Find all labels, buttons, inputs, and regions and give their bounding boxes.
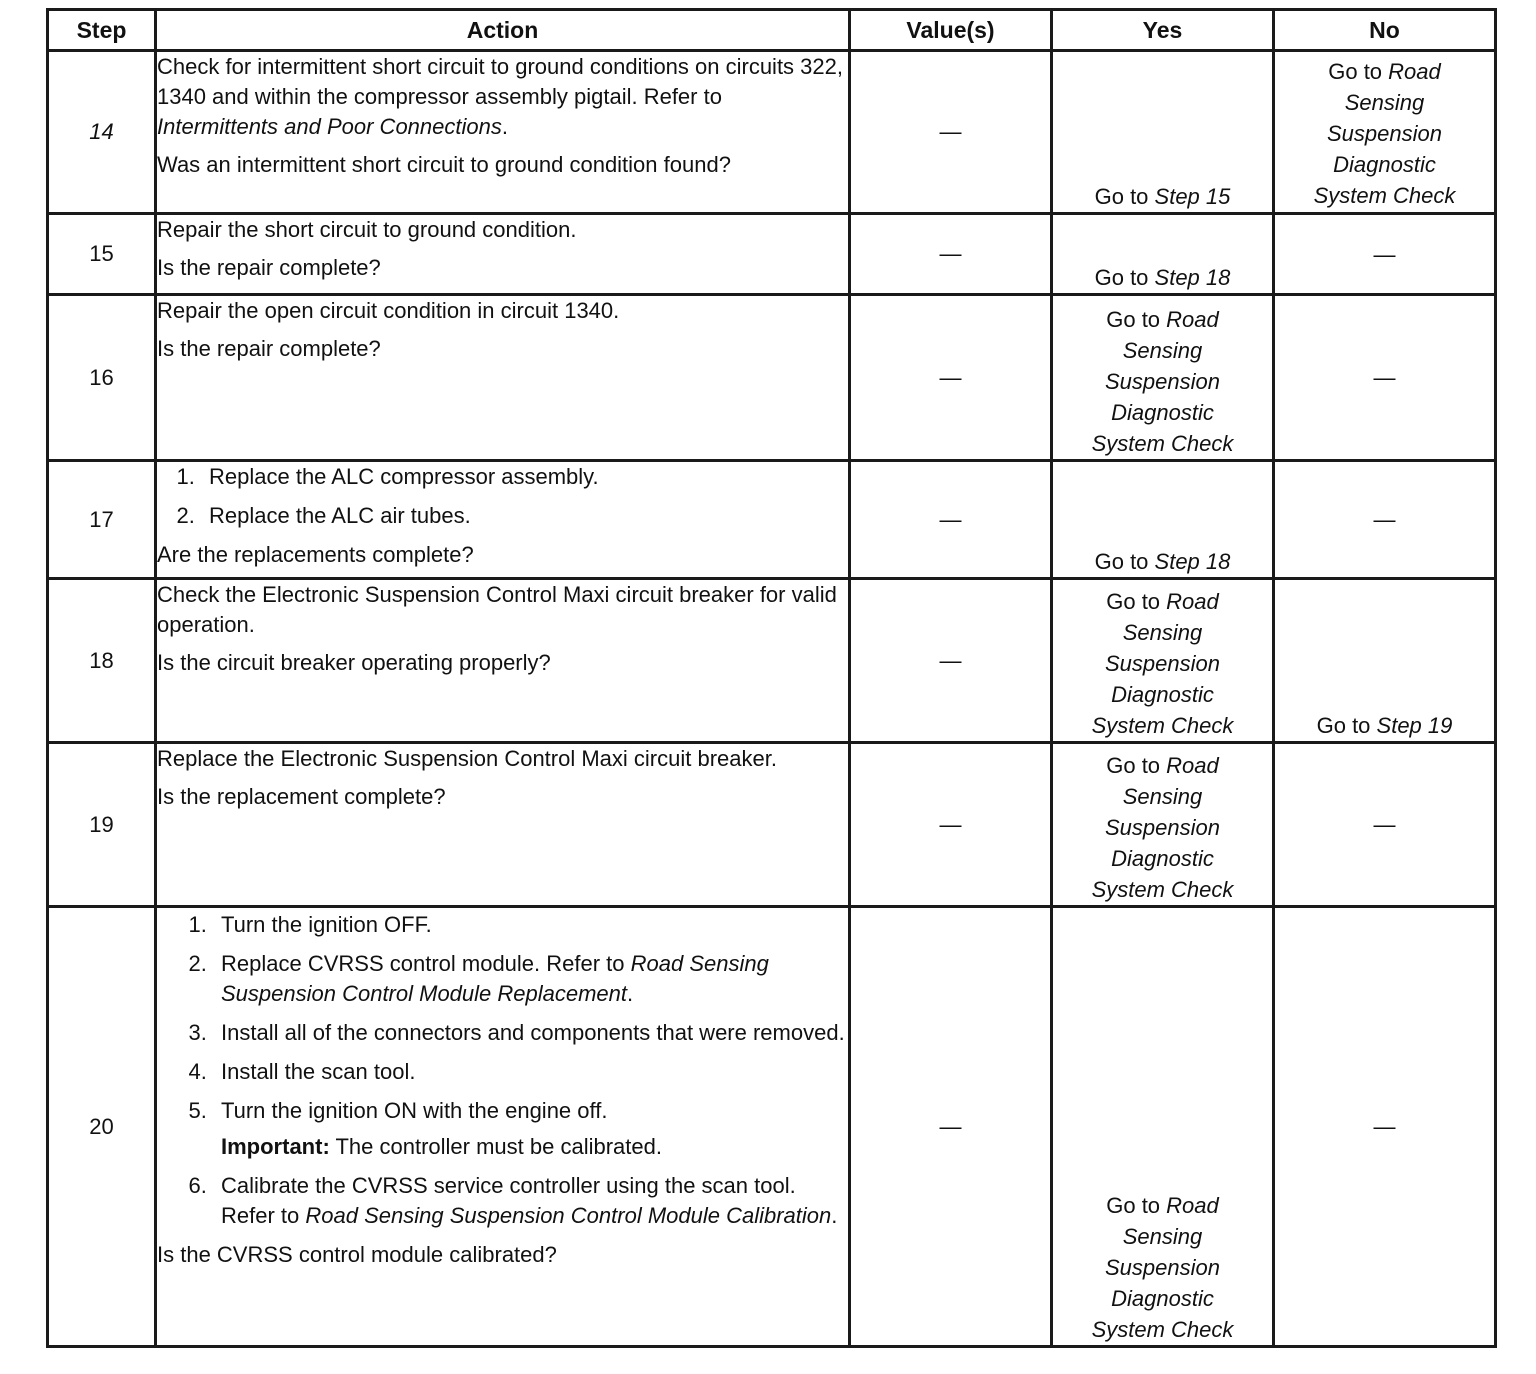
action-cell bbox=[156, 51, 850, 214]
rsss-line: Diagnostic bbox=[1111, 1286, 1214, 1311]
goto-step-link[interactable]: Step 15 bbox=[1154, 184, 1231, 209]
header-action: Action bbox=[156, 10, 850, 51]
value-cell: — bbox=[850, 295, 1052, 461]
list-item: 3. Install all of the connectors and components that were removed. bbox=[213, 1018, 848, 1048]
rsss-line: Suspension bbox=[1105, 369, 1220, 394]
rsss-line: System Check bbox=[1313, 183, 1456, 208]
list-item bbox=[213, 1096, 848, 1162]
table-row-step-20 bbox=[48, 907, 1496, 1347]
rsss-line: System Check bbox=[1091, 431, 1234, 456]
rsss-line: Road bbox=[1166, 307, 1219, 332]
important-note bbox=[221, 1132, 848, 1162]
list-item bbox=[213, 949, 848, 1009]
action-cell bbox=[156, 579, 850, 743]
rsss-line: Suspension bbox=[1105, 815, 1220, 840]
yes-cell bbox=[1052, 51, 1274, 214]
list-item: 2. Replace the ALC air tubes. bbox=[201, 501, 848, 531]
rsss-line: Diagnostic bbox=[1333, 152, 1436, 177]
important-label: Important: bbox=[221, 1134, 330, 1159]
yes-cell bbox=[1052, 743, 1274, 907]
no-cell: — bbox=[1274, 461, 1496, 579]
value-cell: — bbox=[850, 743, 1052, 907]
value-cell: — bbox=[850, 51, 1052, 214]
rsss-line: Sensing bbox=[1122, 338, 1203, 363]
value-cell: — bbox=[850, 579, 1052, 743]
value-cell: — bbox=[850, 461, 1052, 579]
step-number: 15 bbox=[48, 214, 156, 295]
list-item-text: . bbox=[831, 1203, 838, 1228]
rsss-line: Diagnostic bbox=[1111, 400, 1214, 425]
yes-cell bbox=[1052, 295, 1274, 461]
goto-step-link[interactable]: Step 18 bbox=[1154, 265, 1231, 290]
action-question: Is the repair complete? bbox=[157, 255, 381, 280]
list-item-text: Calibrate the CVRSS service controller using the scan tool. Refer to bbox=[221, 1173, 796, 1228]
header-yes: Yes bbox=[1052, 10, 1274, 51]
table-row-step-16 bbox=[48, 295, 1496, 461]
action-question: Is the replacement complete? bbox=[157, 784, 446, 809]
goto-prefix: Go to bbox=[1094, 549, 1155, 574]
goto-step-link[interactable]: Step 18 bbox=[1154, 549, 1231, 574]
rsss-line: Road bbox=[1388, 59, 1441, 84]
reference-link[interactable]: Road Sensing Suspension Control Module Calibration bbox=[305, 1203, 832, 1228]
step-number: 17 bbox=[48, 461, 156, 579]
value-cell: — bbox=[850, 907, 1052, 1347]
step-number: 19 bbox=[48, 743, 156, 907]
rsss-line: Road bbox=[1166, 753, 1219, 778]
table-row-step-19 bbox=[48, 743, 1496, 907]
rsss-line: System Check bbox=[1091, 713, 1234, 738]
rsss-line: Suspension bbox=[1327, 121, 1442, 146]
action-cell bbox=[156, 907, 850, 1347]
list-item-text: Replace CVRSS control module. Refer to bbox=[221, 951, 631, 976]
rsss-line: Sensing bbox=[1344, 90, 1425, 115]
step-number: 18 bbox=[48, 579, 156, 743]
yes-cell bbox=[1052, 907, 1274, 1347]
action-text: Replace the Electronic Suspension Control Maxi circuit breaker. bbox=[157, 746, 777, 771]
rsss-line: Suspension bbox=[1105, 651, 1220, 676]
list-item-text: Turn the ignition ON with the engine off. bbox=[221, 1098, 608, 1123]
rsss-line: System Check bbox=[1091, 877, 1234, 902]
action-cell bbox=[156, 743, 850, 907]
rsss-line: System Check bbox=[1091, 1317, 1234, 1342]
header-value: Value(s) bbox=[850, 10, 1052, 51]
rsss-line: Road bbox=[1166, 589, 1219, 614]
no-cell: — bbox=[1274, 214, 1496, 295]
table-row-step-15 bbox=[48, 214, 1496, 295]
list-item bbox=[213, 1171, 848, 1231]
goto-diagnostic-check-link[interactable] bbox=[1314, 56, 1456, 211]
action-question: Is the CVRSS control module calibrated? bbox=[157, 1242, 557, 1267]
goto-diagnostic-check-link[interactable] bbox=[1092, 750, 1234, 905]
yes-cell bbox=[1052, 461, 1274, 579]
no-cell bbox=[1274, 579, 1496, 743]
action-question: Is the repair complete? bbox=[157, 336, 381, 361]
goto-step-link[interactable]: Step 19 bbox=[1376, 713, 1453, 738]
no-cell bbox=[1274, 51, 1496, 214]
no-cell: — bbox=[1274, 295, 1496, 461]
goto-prefix: Go to bbox=[1094, 265, 1155, 290]
list-item-text: . bbox=[627, 981, 634, 1006]
goto-prefix: Go to bbox=[1316, 713, 1377, 738]
action-text: Repair the open circuit condition in circuit 1340. bbox=[157, 298, 620, 323]
goto-prefix: Go to bbox=[1328, 59, 1389, 84]
goto-prefix: Go to bbox=[1106, 753, 1167, 778]
reference-link[interactable]: Intermittents and Poor Connections bbox=[157, 114, 502, 139]
list-item: 4. Install the scan tool. bbox=[213, 1057, 848, 1087]
action-text-part: . bbox=[501, 114, 508, 139]
header-no: No bbox=[1274, 10, 1496, 51]
yes-cell bbox=[1052, 214, 1274, 295]
action-text: Check the Electronic Suspension Control Maxi circuit breaker for valid operation. bbox=[157, 582, 837, 637]
table-row-step-14 bbox=[48, 51, 1496, 214]
step-number: 20 bbox=[48, 907, 156, 1347]
step-number: 16 bbox=[48, 295, 156, 461]
goto-diagnostic-check-link[interactable] bbox=[1092, 304, 1234, 459]
action-question: Are the replacements complete? bbox=[157, 542, 474, 567]
list-item: 1. Turn the ignition OFF. bbox=[213, 910, 848, 940]
goto-diagnostic-check-link[interactable] bbox=[1092, 1190, 1234, 1345]
rsss-line: Sensing bbox=[1122, 620, 1203, 645]
important-text: The controller must be calibrated. bbox=[329, 1134, 662, 1159]
rsss-line: Sensing bbox=[1122, 784, 1203, 809]
action-steps-list bbox=[157, 910, 848, 1231]
rsss-line: Sensing bbox=[1122, 1224, 1203, 1249]
action-cell bbox=[156, 214, 850, 295]
goto-prefix: Go to bbox=[1106, 1193, 1167, 1218]
no-cell: — bbox=[1274, 743, 1496, 907]
action-steps-list bbox=[157, 462, 848, 531]
goto-prefix: Go to bbox=[1106, 589, 1167, 614]
table-row-step-17 bbox=[48, 461, 1496, 579]
action-text: Repair the short circuit to ground condition. bbox=[157, 217, 577, 242]
step-number: 14 bbox=[48, 51, 156, 214]
header-row bbox=[48, 10, 1496, 51]
goto-prefix: Go to bbox=[1094, 184, 1155, 209]
yes-cell bbox=[1052, 579, 1274, 743]
action-text bbox=[157, 52, 848, 142]
rsss-line: Suspension bbox=[1105, 1255, 1220, 1280]
goto-prefix: Go to bbox=[1106, 307, 1167, 332]
header-step: Step bbox=[48, 10, 156, 51]
action-question: Is the circuit breaker operating properly? bbox=[157, 650, 551, 675]
rsss-line: Diagnostic bbox=[1111, 682, 1214, 707]
action-text-part: Check for intermittent short circuit to ground conditions on circuits 322, 1340 and within the compressor assembly pigtail. Refer to bbox=[157, 54, 843, 109]
list-item: 1. Replace the ALC compressor assembly. bbox=[201, 462, 848, 492]
action-question: Was an intermittent short circuit to ground condition found? bbox=[157, 152, 731, 177]
goto-diagnostic-check-link[interactable] bbox=[1092, 586, 1234, 741]
rsss-line: Diagnostic bbox=[1111, 846, 1214, 871]
table-row-step-18 bbox=[48, 579, 1496, 743]
reference-link[interactable]: Road Sensing Suspension Control Module Replacement bbox=[221, 951, 769, 1006]
rsss-line: Road bbox=[1166, 1193, 1219, 1218]
value-cell: — bbox=[850, 214, 1052, 295]
action-cell bbox=[156, 461, 850, 579]
no-cell: — bbox=[1274, 907, 1496, 1347]
diagnostic-table bbox=[46, 8, 1497, 1348]
action-cell bbox=[156, 295, 850, 461]
